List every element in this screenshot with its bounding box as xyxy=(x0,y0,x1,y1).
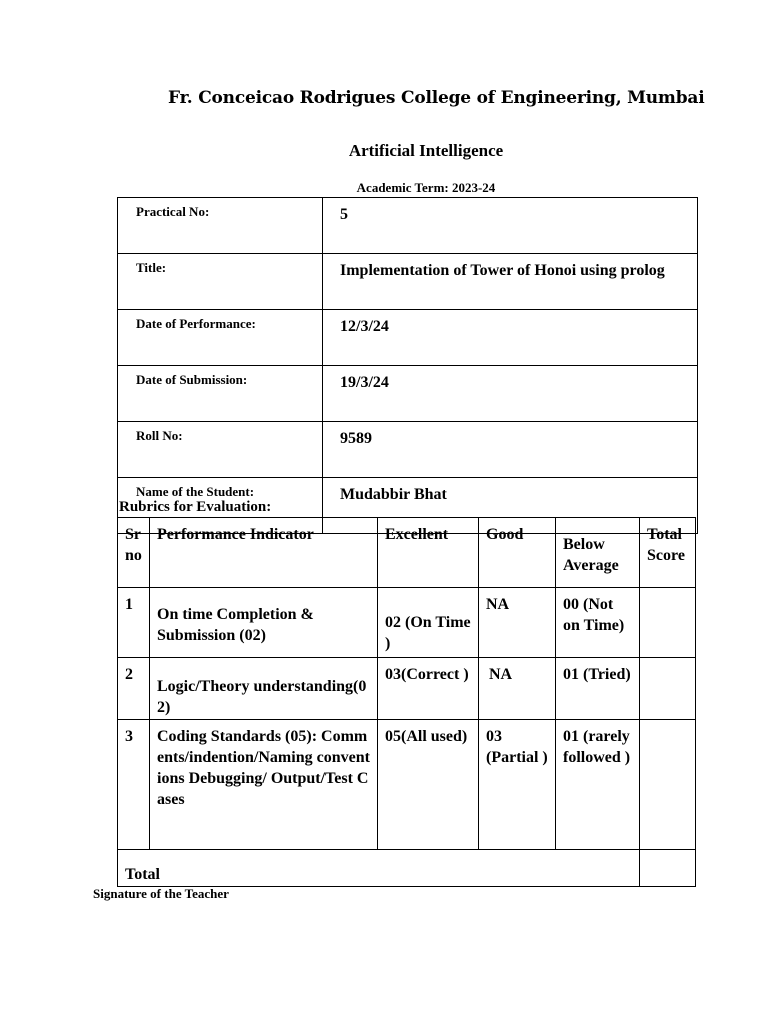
row-1-score[interactable] xyxy=(640,588,696,658)
row-3-srno: 3 xyxy=(118,720,150,850)
col-header-excellent: Excellent xyxy=(378,518,479,588)
col-header-good: Good xyxy=(479,518,556,588)
total-score-cell[interactable] xyxy=(640,850,696,887)
rubrics-header-row xyxy=(118,518,696,588)
roll-no-label: Roll No: xyxy=(118,422,323,478)
title-label: Title: xyxy=(118,254,323,310)
row-3-excellent: 05(All used) xyxy=(378,720,479,850)
total-row xyxy=(118,850,696,887)
row-1-good: NA xyxy=(479,588,556,658)
student-name-label: Name of the Student: xyxy=(118,478,323,534)
col-header-total-score: Total Score xyxy=(640,518,696,588)
info-row xyxy=(118,198,698,254)
col-header-srno: Srno xyxy=(118,518,150,588)
date-of-performance-value: 12/3/24 xyxy=(323,310,698,366)
row-1-below-average: 00 (Not on Time) xyxy=(556,588,640,658)
roll-no-value: 9589 xyxy=(323,422,698,478)
date-of-submission-value: 19/3/24 xyxy=(323,366,698,422)
info-row xyxy=(118,254,698,310)
rubrics-table xyxy=(117,517,696,887)
row-2-srno: 2 xyxy=(118,658,150,720)
row-2-below-average: 01 (Tried) xyxy=(556,658,640,720)
info-row xyxy=(118,366,698,422)
practical-no-value: 5 xyxy=(323,198,698,254)
row-3-score[interactable] xyxy=(640,720,696,850)
row-2-score[interactable] xyxy=(640,658,696,720)
table-row xyxy=(118,588,696,658)
college-name: Fr. Conceicao Rodrigues College of Engineering, Mumbai xyxy=(168,88,705,108)
row-2-good: NA xyxy=(479,658,556,720)
row-1-indicator: On time Completion & Submission (02) xyxy=(150,588,378,658)
academic-term: Academic Term: 2023-24 xyxy=(356,180,496,195)
subject-title: Artificial Intelligence xyxy=(348,141,504,160)
table-row xyxy=(118,658,696,720)
student-name-value: Mudabbir Bhat xyxy=(323,478,698,534)
table-row xyxy=(118,720,696,850)
practical-info-table xyxy=(117,197,698,534)
practical-no-label: Practical No: xyxy=(118,198,323,254)
row-2-excellent: 03(Correct ) xyxy=(378,658,479,720)
date-of-performance-label: Date of Performance: xyxy=(118,310,323,366)
info-row xyxy=(118,310,698,366)
date-of-submission-label: Date of Submission: xyxy=(118,366,323,422)
rubrics-heading: Rubrics for Evaluation: xyxy=(119,499,272,515)
title-value: Implementation of Tower of Honoi using prolog xyxy=(323,254,698,310)
row-2-indicator: Logic/Theory understanding(0 2) xyxy=(150,658,378,720)
teacher-signature-label: Signature of the Teacher xyxy=(93,886,229,901)
col-header-below-average: Below Average xyxy=(556,518,640,588)
row-3-indicator: Coding Standards (05): Comments/indention/Naming conventions Debugging/ Output/Test Cases xyxy=(150,720,378,850)
col-header-indicator: Performance Indicator xyxy=(150,518,378,588)
row-3-below-average: 01 (rarely followed ) xyxy=(556,720,640,850)
row-1-srno: 1 xyxy=(118,588,150,658)
info-row xyxy=(118,422,698,478)
row-1-excellent: 02 (On Time ) xyxy=(378,588,479,658)
total-label: Total xyxy=(118,850,640,887)
row-3-good: 03 (Partial ) xyxy=(479,720,556,850)
